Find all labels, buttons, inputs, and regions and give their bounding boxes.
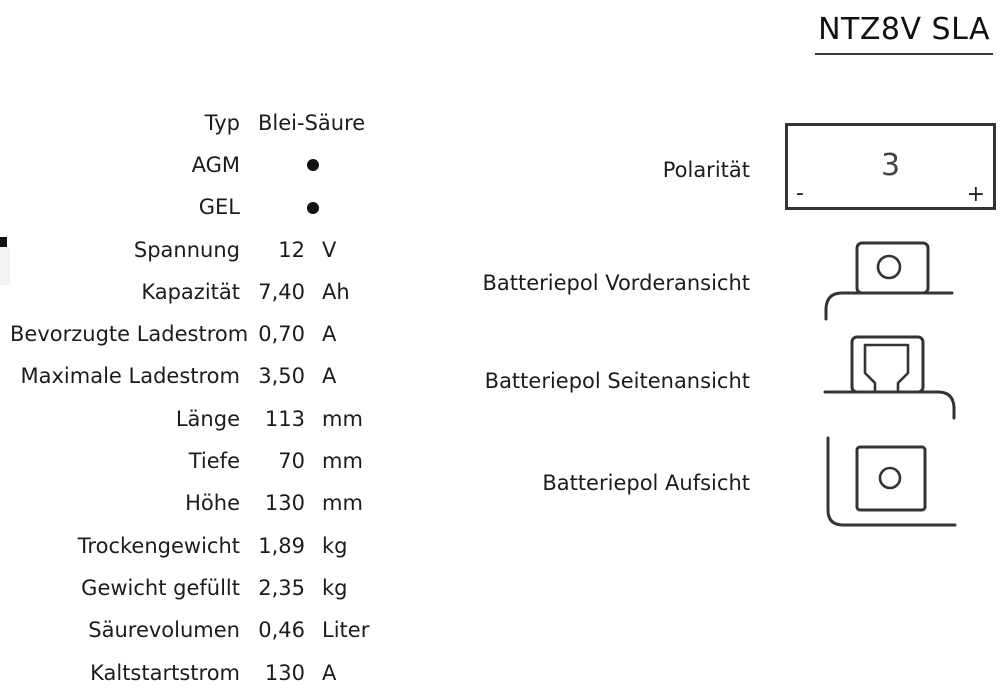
spec-value: 1,89 — [258, 533, 305, 558]
side-view-label: Batteriepol Seitenansicht — [484, 369, 750, 393]
plus-sign: + — [966, 182, 985, 207]
spec-value: 130 — [264, 491, 305, 516]
spec-bullet-cell — [240, 202, 440, 214]
spec-label: Spannung — [133, 237, 240, 262]
bullet-dot-icon — [307, 159, 319, 171]
spec-label: Kapazität — [141, 279, 240, 304]
spec-value: 3,50 — [258, 364, 305, 389]
spec-label: Tiefe — [188, 449, 240, 474]
spec-unit: Liter — [322, 618, 370, 643]
spec-label: Säurevolumen — [88, 618, 240, 643]
terminal-top-icon — [857, 447, 925, 510]
spec-label: AGM — [191, 152, 240, 177]
spec-row — [10, 356, 440, 398]
spec-label: Maximale Ladestrom — [20, 364, 240, 389]
front-view-diagram — [810, 235, 960, 327]
terminal-hole-icon — [878, 256, 900, 278]
spec-value: 0,46 — [258, 618, 305, 643]
spec-label: Länge — [175, 406, 240, 431]
spec-value: 2,35 — [258, 575, 305, 600]
spec-unit: V — [322, 237, 337, 262]
edge-artifact — [0, 237, 7, 247]
spec-bullet-cell — [240, 159, 440, 171]
spec-row — [10, 398, 440, 440]
terminal-plug-icon — [865, 345, 908, 392]
spec-row — [10, 525, 440, 567]
spec-value: 70 — [278, 449, 305, 474]
spec-unit: kg — [322, 533, 348, 558]
terminal-hole-icon — [880, 468, 900, 488]
spec-row — [10, 229, 440, 271]
battery-edge-line — [826, 293, 952, 319]
spec-label: GEL — [198, 195, 240, 220]
top-view-diagram — [820, 432, 960, 532]
spec-unit: mm — [322, 491, 363, 516]
side-view-diagram — [820, 330, 960, 425]
spec-value: 0,70 — [258, 322, 305, 347]
spec-row — [10, 652, 440, 694]
edge-artifact-shadow — [0, 247, 10, 285]
top-view-label: Batteriepol Aufsicht — [542, 471, 750, 495]
spec-unit: A — [322, 322, 337, 347]
spec-value: 113 — [264, 406, 305, 431]
spec-value: 130 — [264, 660, 305, 685]
page-title: NTZ8V SLA — [815, 12, 993, 55]
spec-unit: A — [322, 364, 337, 389]
spec-value: 7,40 — [258, 279, 305, 304]
spec-label: Trockengewicht — [77, 533, 240, 558]
battery-edge-line — [825, 392, 954, 418]
spec-row — [10, 102, 440, 144]
spec-unit: mm — [322, 406, 363, 431]
spec-table — [10, 102, 440, 694]
spec-value: Blei-Säure — [258, 110, 366, 135]
spec-unit: A — [322, 660, 337, 685]
terminal-front-icon — [857, 243, 928, 293]
spec-unit: mm — [322, 449, 363, 474]
battery-corner-line — [828, 438, 955, 525]
spec-row — [10, 440, 440, 482]
minus-sign: - — [796, 181, 804, 206]
spec-row — [10, 313, 440, 355]
spec-label: Kaltstartstrom — [90, 660, 240, 685]
polarity-box — [785, 123, 996, 210]
polarity-value: 3 — [880, 147, 901, 183]
spec-label: Höhe — [185, 491, 240, 516]
spec-unit: Ah — [322, 279, 350, 304]
polarity-label: Polarität — [662, 158, 750, 182]
spec-row — [10, 187, 440, 229]
spec-label: Bevorzugte Ladestrom — [10, 322, 249, 347]
spec-unit: kg — [322, 575, 348, 600]
spec-row — [10, 271, 440, 313]
spec-value: 12 — [278, 237, 305, 262]
spec-row — [10, 483, 440, 525]
spec-row — [10, 144, 440, 186]
spec-row — [10, 567, 440, 609]
spec-label: Gewicht gefüllt — [81, 575, 240, 600]
front-view-label: Batteriepol Vorderansicht — [482, 271, 750, 295]
bullet-dot-icon — [307, 202, 319, 214]
spec-row — [10, 610, 440, 652]
spec-label: Typ — [204, 110, 240, 135]
